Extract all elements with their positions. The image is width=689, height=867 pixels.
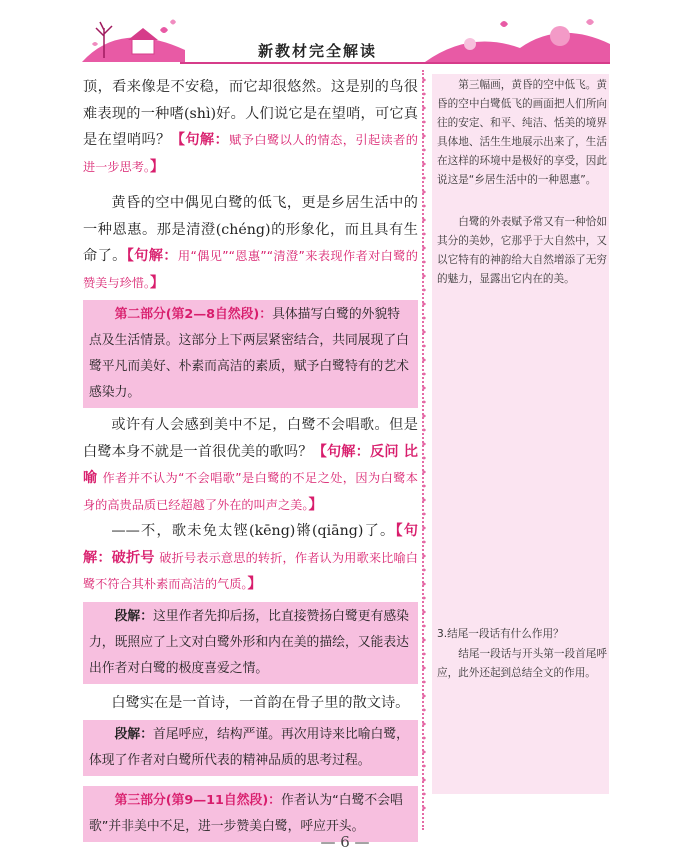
- divider-heart-icon: [422, 737, 426, 740]
- divider-heart-icon: [422, 205, 426, 208]
- house-icon: [132, 38, 154, 54]
- annotation-close: 】: [150, 158, 165, 175]
- annotation-close: 】: [247, 576, 262, 592]
- analysis-label: 段解：: [114, 608, 153, 624]
- heart-icon: [586, 19, 594, 25]
- divider-heart-icon: [422, 79, 426, 82]
- annotation-label: 【句解：: [126, 248, 178, 264]
- divider-heart-icon: [422, 275, 426, 278]
- divider-heart-icon: [422, 569, 426, 572]
- divider-heart-icon: [422, 303, 426, 306]
- paragraph-text: 黄昏的空中偶见白鹭的低飞，更是乡居生活中的一种恩惠。那是清澄(chéng)的形象化，而且具有生命了。: [83, 195, 418, 264]
- main-column: [83, 74, 418, 846]
- heart-icon: [170, 20, 176, 25]
- divider-heart-icon: [422, 191, 426, 194]
- divider-heart-icon: [422, 583, 426, 586]
- annotation-text: 用“偶见”“恩惠”“清澄”来表现作者对白鹭的赞美与珍惜。: [83, 249, 418, 290]
- divider-heart-icon: [422, 401, 426, 404]
- paragraph: [83, 412, 418, 518]
- annotation-label: 【句解：: [170, 132, 230, 148]
- section-summary-box: [83, 300, 418, 408]
- side-note: 第三幅画，黄昏的空中低飞。黄昏的空中白鹭低飞的画面把人们所向往的安定、和平、纯洁、恬美的境界具体地、活生生地展示出来了，生活在这样的环境中是极好的享受，因此说这是“乡居生活中的一种恩惠”。: [437, 79, 607, 186]
- divider-heart-icon: [422, 457, 426, 460]
- heart-icon: [160, 27, 168, 33]
- divider-heart-icon: [422, 317, 426, 320]
- flower-icon: [550, 26, 570, 46]
- annotation-close: 】: [308, 496, 323, 513]
- divider-heart-icon: [422, 415, 426, 418]
- page-header: [0, 0, 689, 75]
- divider-heart-icon: [422, 345, 426, 348]
- side-note: 白鹭的外表赋予常又有一种恰如其分的美妙，它那乎于大自然中，又以它特有的神韵给大自然增添了无穷的魅力，显露出它内在的美。: [437, 216, 607, 285]
- paragraph: [83, 518, 418, 598]
- divider-heart-icon: [422, 681, 426, 684]
- flower-icon: [464, 38, 476, 50]
- divider-heart-icon: [422, 807, 426, 810]
- divider-heart-icon: [422, 331, 426, 334]
- divider-heart-icon: [422, 359, 426, 362]
- divider-heart-icon: [422, 779, 426, 782]
- analysis-text: 首尾呼应，结构严谨。再次用诗来比喻白鹭，体现了作者对白鹭所代表的精神品质的思考过程。: [89, 727, 409, 768]
- sentence-annotation: [83, 248, 418, 291]
- divider-heart-icon: [422, 121, 426, 124]
- heart-icon: [92, 42, 98, 46]
- annotation-text: 破折号表示意思的转折，作者认为用歌来比喻白鹭不符合其朴素而高洁的气质。: [83, 550, 418, 591]
- divider-heart-icon: [422, 653, 426, 656]
- divider-heart-icon: [422, 219, 426, 222]
- paragraph-analysis-box: [83, 602, 418, 684]
- divider-heart-icon: [422, 555, 426, 558]
- paragraph-analysis-box: [83, 720, 418, 776]
- page-number: — 6 —: [320, 833, 370, 851]
- house-roof-shape: [128, 28, 158, 40]
- analysis-text: 这里作者先抑后扬，比直接赞扬白鹭更有感染力，既照应了上文对白鹭外形和内在美的描绘，又能表达出作者对白鹭的极度喜爱之情。: [89, 608, 409, 676]
- divider-heart-icon: [422, 499, 426, 502]
- divider-heart-icon: [422, 177, 426, 180]
- section-heading: 第三部分(第9—11自然段)：: [114, 793, 281, 808]
- divider-heart-icon: [422, 373, 426, 376]
- divider-heart-icon: [422, 107, 426, 110]
- divider-heart-icon: [422, 135, 426, 138]
- paragraph-text: 白鹭实在是一首诗，一首韵在骨子里的散文诗。: [111, 694, 410, 711]
- divider-heart-icon: [422, 611, 426, 614]
- heart-icon: [500, 21, 508, 27]
- divider-heart-icon: [422, 387, 426, 390]
- heart-divider-decoration: [418, 74, 430, 824]
- divider-heart-icon: [422, 471, 426, 474]
- divider-heart-icon: [422, 639, 426, 642]
- header-title: 新教材完全解读: [258, 42, 378, 60]
- paragraph-text: 顶，看来像是不安稳，而它却很悠然。这是别的鸟很难表现的一种嗜(shì)好。人们说它是在望哨，可它真是在望哨吗？: [83, 79, 418, 148]
- divider-heart-icon: [422, 541, 426, 544]
- divider-heart-icon: [422, 233, 426, 236]
- section-summary-text: 作者认为“白鹭不会唱歌”并非美中不足，进一步赞美白鹭，呼应开头。: [89, 793, 403, 834]
- analysis-label: 段解：: [114, 727, 153, 742]
- divider-heart-icon: [422, 247, 426, 250]
- paragraph: [83, 74, 418, 180]
- divider-heart-icon: [422, 765, 426, 768]
- divider-heart-icon: [422, 93, 426, 96]
- divider-heart-icon: [422, 485, 426, 488]
- divider-heart-icon: [422, 527, 426, 530]
- section-heading: 第二部分(第2—8自然段)：: [114, 307, 273, 322]
- right-hill-shape: [425, 33, 610, 62]
- annotation-text: 赋予白鹭以人的情态，引起读者的进一步思考。: [83, 133, 418, 174]
- section-summary-text: 具体描写白鹭的外貌特点及生活情景。这部分上下两层紧密结合，共同展现了白鹭平凡而美好、朴素而高洁的素质，赋予白鹭特有的艺术感染力。: [89, 307, 409, 400]
- annotation-label: 【句解：破折号: [83, 523, 418, 566]
- divider-heart-icon: [422, 625, 426, 628]
- divider-heart-icon: [422, 149, 426, 152]
- divider-heart-icon: [422, 709, 426, 712]
- divider-heart-icon: [422, 667, 426, 670]
- divider-heart-icon: [422, 695, 426, 698]
- divider-heart-icon: [422, 261, 426, 264]
- annotation-close: 】: [150, 274, 165, 291]
- side-question: 3.结尾一段话有什么作用？: [437, 628, 564, 640]
- paragraph-text: 或许有人会感到美中不足，白鹭不会唱歌。但是白鹭本身不就是一首很优美的歌吗？: [83, 417, 418, 460]
- side-answer: 结尾一段话与开头第一段首尾呼应，此外还起到总结全文的作用。: [437, 648, 607, 679]
- divider-heart-icon: [422, 751, 426, 754]
- divider-heart-icon: [422, 597, 426, 600]
- divider-heart-icon: [422, 513, 426, 516]
- annotation-text: 作者并不认为“不会唱歌”是白鹭的不足之处，因为白鹭本身的高贵品质已经超越了外在的叫声之美。: [83, 471, 418, 512]
- divider-heart-icon: [422, 723, 426, 726]
- paragraph: [83, 690, 418, 717]
- divider-heart-icon: [422, 793, 426, 796]
- divider-heart-icon: [422, 289, 426, 292]
- divider-heart-icon: [422, 429, 426, 432]
- header-rule: [180, 62, 610, 64]
- divider-heart-icon: [422, 443, 426, 446]
- paragraph: [83, 190, 418, 296]
- divider-heart-icon: [422, 163, 426, 166]
- paragraph-text: ——不，歌未免太铿(kēng)锵(qiāng)了。: [111, 523, 396, 539]
- annotation-label: 【句解：反问 比喻: [83, 443, 418, 486]
